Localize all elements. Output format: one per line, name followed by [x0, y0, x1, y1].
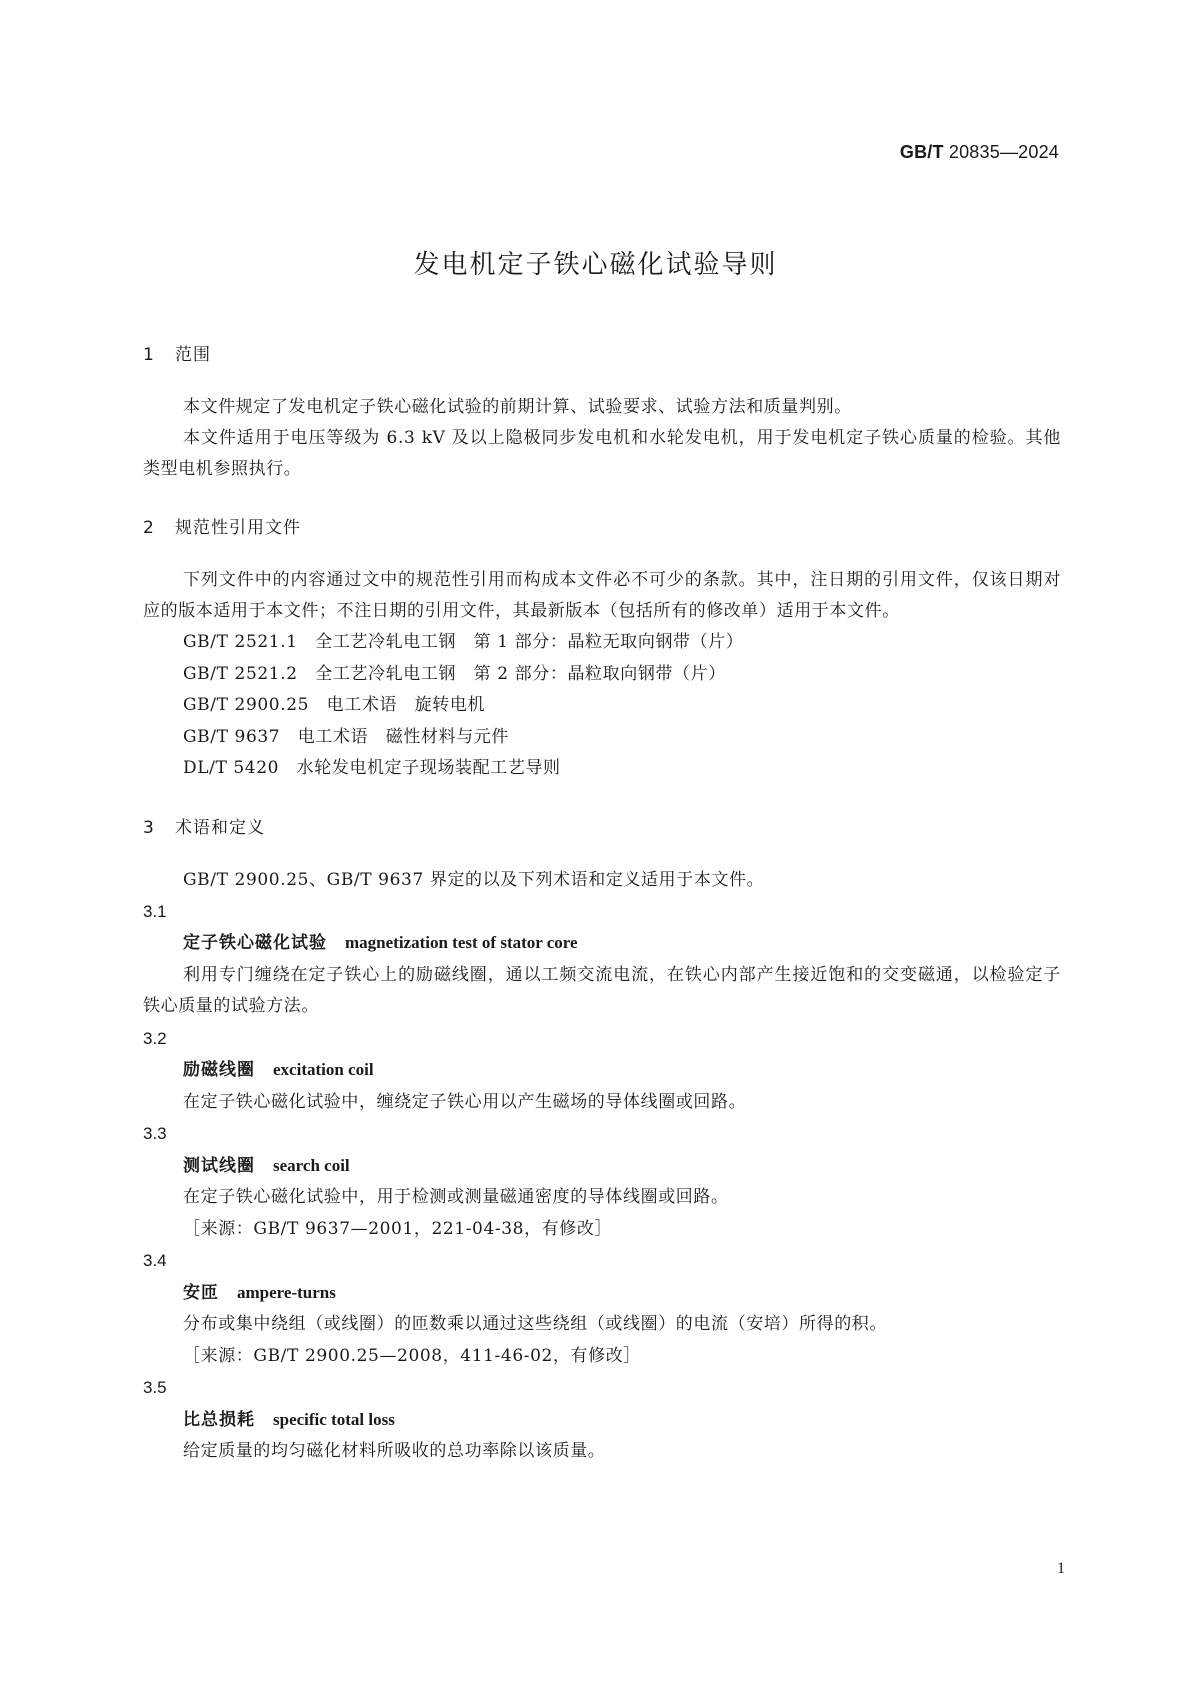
term-number: 3.3	[143, 1124, 167, 1143]
section-heading-scope	[143, 342, 1061, 368]
term-number: 3.2	[143, 1028, 167, 1048]
section-heading-normative	[143, 515, 1061, 541]
term-source: ［来源：GB/T 2900.25—2008，411-46-02，有修改］	[183, 1345, 641, 1366]
section-number: 2	[143, 518, 154, 538]
section-number: 3	[143, 817, 154, 838]
document-code	[900, 142, 1059, 163]
term-heading	[143, 1277, 1061, 1310]
scope-paragraph: 本文件适用于电压等级为 6.3 kV 及以上隐极同步发电机和水轮发电机，用于发电机定子铁心质量的检验。其他类型电机参照执行。	[143, 428, 1061, 479]
term-number: 3.4	[143, 1251, 167, 1270]
term-definition: 在定子铁心磁化试验中，缠绕定子铁心用以产生磁场的导体线圈或回路。	[183, 1091, 747, 1112]
term-en: specific total loss	[273, 1409, 395, 1429]
term-zh: 比总损耗	[183, 1409, 255, 1430]
term-heading	[143, 1404, 1061, 1437]
term-zh: 定子铁心磁化试验	[183, 933, 327, 953]
term-heading	[143, 1054, 1061, 1087]
term-zh: 安匝	[183, 1282, 219, 1303]
reference-item: GB/T 2521.2 全工艺冷轧电工钢 第 2 部分：晶粒取向钢带（片）	[183, 663, 726, 684]
term-en: excitation coil	[273, 1060, 374, 1079]
terms-intro: GB/T 2900.25、GB/T 9637 界定的以及下列术语和定义适用于本文件。	[183, 869, 765, 890]
term-definition: 给定质量的均匀磁化材料所吸收的总功率除以该质量。	[183, 1441, 606, 1461]
section-title: 范围	[175, 345, 211, 365]
term-zh: 测试线圈	[183, 1155, 255, 1176]
term-definition: 利用专门缠绕在定子铁心上的励磁线圈，通以工频交流电流，在铁心内部产生接近饱和的交变磁通，以检验定子铁心质量的试验方法。	[143, 964, 1061, 1016]
document-title: 发电机定子铁心磁化试验导则	[413, 250, 778, 280]
term-heading	[143, 1150, 1061, 1183]
scope-paragraph: 本文件规定了发电机定子铁心磁化试验的前期计算、试验要求、试验方法和质量判别。	[183, 397, 852, 417]
term-en: magnetization test of stator core	[345, 933, 578, 952]
term-en: search coil	[273, 1155, 350, 1175]
term-source: ［来源：GB/T 9637—2001，221-04-38，有修改］	[183, 1218, 613, 1239]
reference-item: GB/T 2521.1 全工艺冷轧电工钢 第 1 部分：晶粒无取向钢带（片）	[183, 632, 744, 652]
term-definition: 分布或集中绕组（或线圈）的匝数乘以通过这些绕组（或线圈）的电流（安培）所得的积。	[183, 1314, 887, 1334]
section-heading-terms	[143, 815, 1061, 841]
term-definition: 在定子铁心磁化试验中，用于检测或测量磁通密度的导体线圈或回路。	[183, 1187, 729, 1207]
normative-intro: 下列文件中的内容通过文中的规范性引用而构成本文件必不可少的条款。其中，注日期的引用文件，仅该日期对应的版本适用于本文件；不注日期的引用文件，其最新版本（包括所有的修改单）适用于本文件。	[143, 570, 1061, 621]
document-body	[143, 342, 1061, 1468]
section-title: 术语和定义	[175, 817, 265, 838]
term-zh: 励磁线圈	[183, 1060, 255, 1080]
term-number: 3.1	[143, 901, 167, 921]
term-heading	[143, 927, 1061, 960]
page-number: 1	[1057, 1560, 1065, 1577]
section-number: 1	[143, 345, 154, 365]
reference-item: GB/T 2900.25 电工术语 旋转电机	[183, 695, 486, 715]
section-title: 规范性引用文件	[175, 518, 301, 538]
document-code-prefix: GB/T	[899, 142, 944, 162]
reference-item: DL/T 5420 水轮发电机定子现场装配工艺导则	[183, 758, 561, 778]
term-en: ampere-turns	[237, 1282, 336, 1302]
document-code-number: 20835—2024	[943, 142, 1059, 162]
term-number: 3.5	[143, 1378, 167, 1397]
reference-item: GB/T 9637 电工术语 磁性材料与元件	[183, 726, 510, 747]
